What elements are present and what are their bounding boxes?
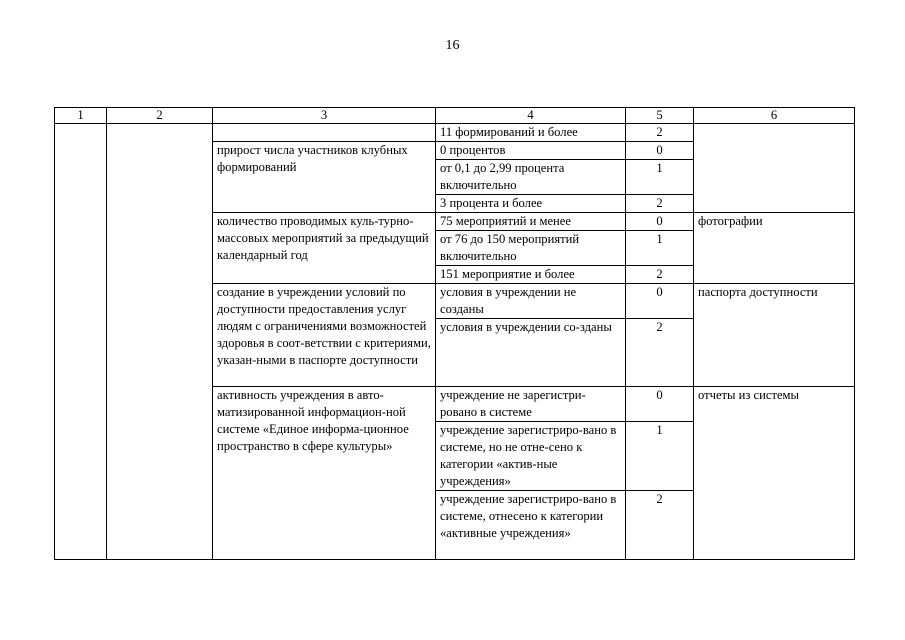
criterion-cell: активность учреждения в авто-матизированной информацион-ной системе «Единое информа-ционное пространство в сфере культуры» <box>213 387 436 560</box>
source-cell: паспорта доступности <box>694 284 855 387</box>
table-row <box>55 124 855 142</box>
column-header-2: 2 <box>107 108 213 124</box>
score-cell: 2 <box>626 124 694 142</box>
option-cell: от 76 до 150 мероприятий включительно <box>436 231 626 266</box>
score-cell: 0 <box>626 213 694 231</box>
column-header-5: 5 <box>626 108 694 124</box>
score-cell: 2 <box>626 319 694 387</box>
score-cell: 0 <box>626 387 694 422</box>
criterion-cell: создание в учреждении условий по доступности предоставления услуг людям с ограничениями возможностей здоровья в соот-ветствии с критериями, указан-ными в паспорте доступности <box>213 284 436 387</box>
score-cell: 1 <box>626 231 694 266</box>
option-cell: 151 мероприятие и более <box>436 266 626 284</box>
criterion-cell: прирост числа участников клубных формирований <box>213 142 436 213</box>
option-cell: условия в учреждении не созданы <box>436 284 626 319</box>
source-cell <box>694 124 855 213</box>
criteria-table <box>54 107 855 560</box>
score-cell: 2 <box>626 266 694 284</box>
page-number: 16 <box>445 38 460 53</box>
criterion-cell: количество проводимых куль-турно-массовых мероприятий за предыдущий календарный год <box>213 213 436 284</box>
column-header-3: 3 <box>213 108 436 124</box>
score-cell: 0 <box>626 142 694 160</box>
option-cell: 3 процента и более <box>436 195 626 213</box>
option-cell: от 0,1 до 2,99 процента включительно <box>436 160 626 195</box>
option-cell: 0 процентов <box>436 142 626 160</box>
score-cell: 1 <box>626 422 694 491</box>
column-2-cell <box>107 124 213 560</box>
source-cell: отчеты из системы <box>694 387 855 560</box>
source-cell: фотографии <box>694 213 855 284</box>
score-cell: 1 <box>626 160 694 195</box>
score-cell: 2 <box>626 195 694 213</box>
option-cell: учреждение не зарегистри-ровано в системе <box>436 387 626 422</box>
option-cell: 11 формирований и более <box>436 124 626 142</box>
option-cell: условия в учреждении со-зданы <box>436 319 626 387</box>
column-1-cell <box>55 124 107 560</box>
option-cell: учреждение зарегистриро-вано в системе, но не отне-сено к категории «актив-ные учреждения» <box>436 422 626 491</box>
column-header-1: 1 <box>55 108 107 124</box>
option-cell: 75 мероприятий и менее <box>436 213 626 231</box>
criterion-cell <box>213 124 436 142</box>
option-cell: учреждение зарегистриро-вано в системе, отнесено к категории «активные учреждения» <box>436 491 626 560</box>
score-cell: 0 <box>626 284 694 319</box>
table-header-row <box>55 108 855 124</box>
score-cell: 2 <box>626 491 694 560</box>
column-header-6: 6 <box>694 108 855 124</box>
column-header-4: 4 <box>436 108 626 124</box>
